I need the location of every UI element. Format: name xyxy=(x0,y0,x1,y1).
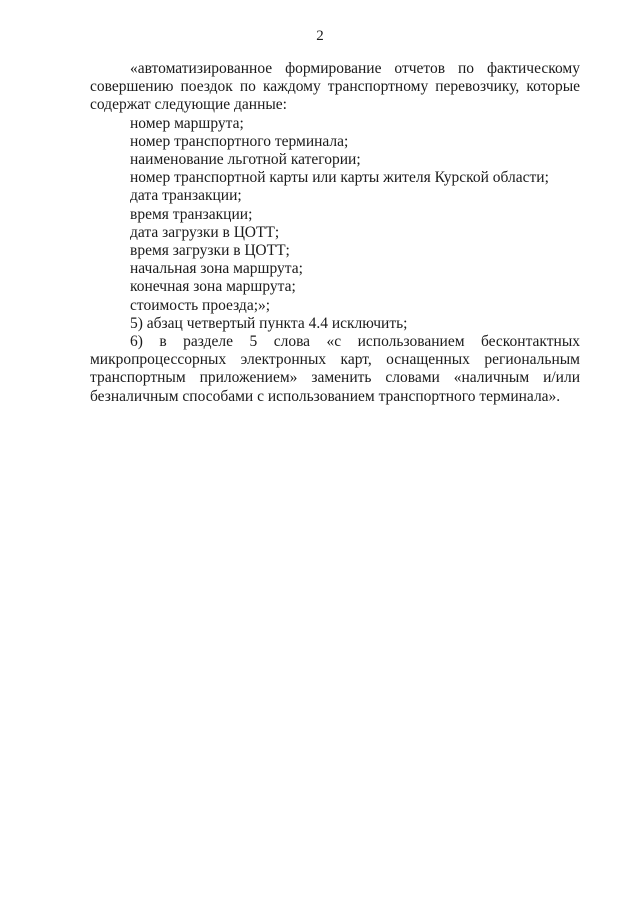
data-item-upload-time: время загрузки в ЦОТТ; xyxy=(130,242,290,260)
item-6-paragraph: 6) в разделе 5 слова «с использованием бесконтактных микропроцессорных электронных карт, оснащенных региональным транспортным приложением» заменить словами «наличным и/или безналичным способами с использованием транспортного терминала». xyxy=(90,333,580,405)
data-item-terminal-number: номер транспортного терминала; xyxy=(130,132,349,150)
data-item-upload-date: дата загрузки в ЦОТТ; xyxy=(130,223,280,241)
item-5-paragraph: 5) абзац четвертый пункта 4.4 исключить; xyxy=(130,314,408,332)
document-body xyxy=(90,60,580,406)
data-item-card-number: номер транспортной карты или карты жителя Курской области; xyxy=(130,169,549,187)
data-item-start-zone: начальная зона маршрута; xyxy=(130,260,303,278)
intro-paragraph: «автоматизированное формирование отчетов по фактическому совершению поездок по каждому транспортному перевозчику, которые содержат следующие данные: xyxy=(90,60,580,114)
data-item-route-number: номер маршрута; xyxy=(130,114,244,132)
data-item-transaction-date: дата транзакции; xyxy=(130,187,242,205)
data-item-end-zone: конечная зона маршрута; xyxy=(130,278,296,296)
data-item-benefit-category: наименование льготной категории; xyxy=(130,151,361,169)
data-item-fare: стоимость проезда;»; xyxy=(130,296,271,314)
page-number: 2 xyxy=(316,28,324,44)
data-item-transaction-time: время транзакции; xyxy=(130,205,253,223)
